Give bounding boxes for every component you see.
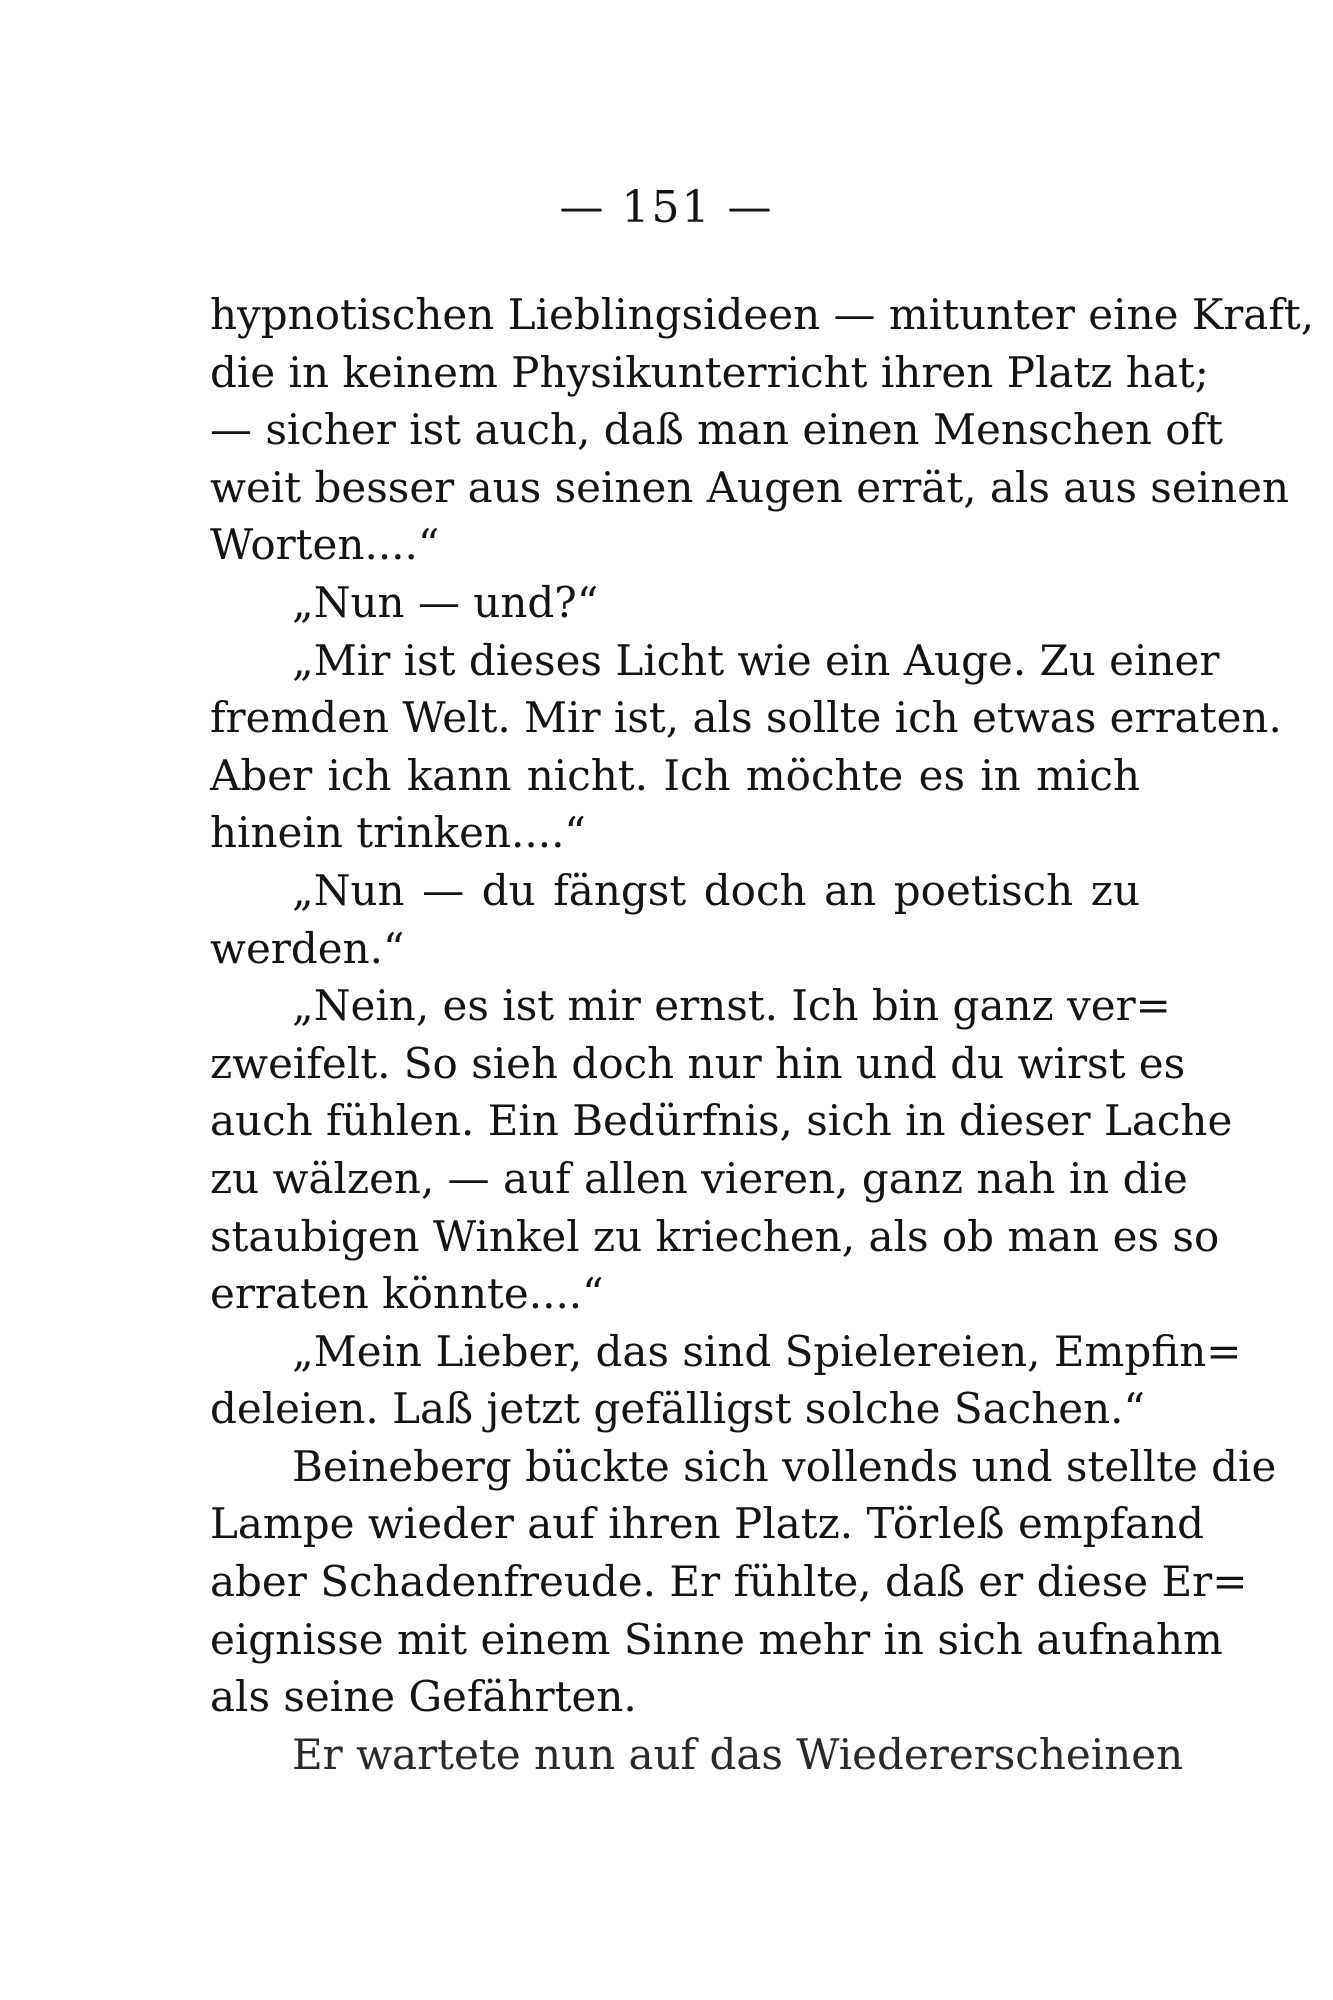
text-line: zweifelt. So sieh doch nur hin und du wirst es [210, 1038, 1186, 1088]
text-line: deleien. Laß jetzt gefälligst solche Sachen.“ [210, 1384, 1145, 1434]
text-line: Lampe wieder auf ihren Platz. Törleß empfand [210, 1499, 1205, 1549]
body-text [210, 286, 1315, 1783]
text-line: weit besser aus seinen Augen errät, als aus seinen [210, 462, 1290, 512]
text-line: hypnotischen Lieblingsideen — mitunter eine Kraft, [210, 290, 1315, 339]
text-line: „Nun — und?“ [292, 577, 599, 627]
text-line: Beineberg bückte sich vollends und stellte die [292, 1441, 1277, 1491]
text-line: Aber ich kann nicht. Ich möchte es in mich [210, 750, 1140, 800]
text-line: auch fühlen. Ein Bedürfnis, sich in dieser Lache [210, 1096, 1233, 1146]
text-line: staubigen Winkel zu kriechen, als ob man es so [210, 1211, 1220, 1261]
text-line: eignisse mit einem Sinne mehr in sich aufnahm [210, 1614, 1223, 1664]
text-line: die in keinem Physikunterricht ihren Platz hat; [210, 347, 1209, 397]
text-line: „Mir ist dieses Licht wie ein Auge. Zu einer [292, 635, 1220, 685]
text-line: aber Schadenfreude. Er fühlte, daß er diese Er= [210, 1557, 1248, 1607]
text-line: erraten könnte....“ [210, 1269, 604, 1319]
text-line: fremden Welt. Mir ist, als sollte ich etwas erraten. [210, 693, 1282, 743]
text-line: als seine Gefährten. [210, 1672, 637, 1722]
text-line: werden.“ [210, 923, 405, 973]
text-line: zu wälzen, — auf allen vieren, ganz nah in die [210, 1153, 1188, 1203]
text-line: Er wartete nun auf das Wiedererscheinen [292, 1729, 1184, 1779]
text-line: „Nein, es ist mir ernst. Ich bin ganz ver= [292, 981, 1171, 1031]
text-line: — sicher ist auch, daß man einen Menschen oft [210, 405, 1223, 455]
text-line: „Mein Lieber, das sind Spielereien, Empfin= [292, 1326, 1242, 1376]
text-line: Worten....“ [210, 520, 440, 570]
page-number: — 151 — [559, 182, 774, 233]
text-line: „Nun — du fängst doch an poetisch zu [292, 865, 1140, 915]
text-line: hinein trinken....“ [210, 808, 586, 858]
